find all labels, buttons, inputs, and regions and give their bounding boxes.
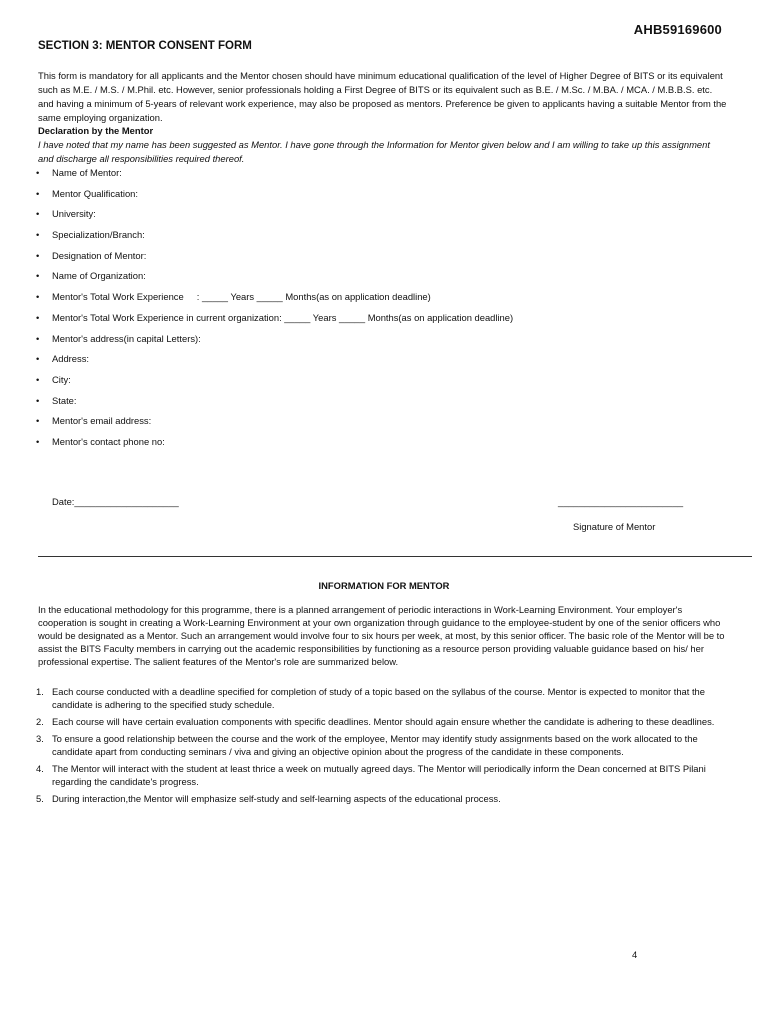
section-divider [38, 556, 752, 557]
item-number: 4. [36, 763, 44, 774]
signature-line: ________________________ [558, 496, 684, 507]
field-label: Specialization/Branch: [52, 229, 145, 241]
item-text: To ensure a good relationship between the course and the work of the employee, Mentor may identify study assignments based on the work allocated to the candidate apart from conducting seminars / viva and giving an objective opinion about the progress of the candidate in these components. [52, 733, 698, 757]
section-title: SECTION 3: MENTOR CONSENT FORM [38, 40, 252, 52]
field-organization [36, 269, 513, 290]
field-total-experience [36, 290, 513, 311]
field-label: Designation of Mentor: [52, 249, 147, 261]
declaration-text: I have noted that my name has been suggested as Mentor. I have gone through the Information for Mentor given below and I am willing to take up this assignment and discharge all responsibilities required thereof. [38, 139, 710, 164]
bullet: • [36, 249, 40, 261]
bullet: • [36, 270, 40, 282]
info-paragraph: In the educational methodology for this programme, there is a planned arrangement of periodic interactions in Work-Learning Environment. Your employer's cooperation is sought in creating a Work-Learning Environment at your own organization through guidance to the employee-student by one of the senior officers who would be designated as a Mentor. Such an arrangement would involve four to six hours per week, at most, by this senior officer. The basic role of the Mentor will be to assist the BITS Faculty members in carrying out the academic responsibilities by functioning as a resource person providing valuable guidance based on his/ her professional expertise. The salient features of the Mentor's role are summarized below. [38, 604, 725, 667]
bullet: • [36, 415, 40, 427]
bullet: • [36, 291, 40, 303]
field-label: Mentor's Total Work Experience in current organization: _____ Years _____ Months(as on application deadline) [52, 311, 514, 323]
field-email [36, 414, 513, 435]
bullet: • [36, 394, 40, 406]
bullet: • [36, 373, 40, 385]
item-number: 5. [36, 793, 44, 804]
field-mentor-qualification [36, 187, 513, 208]
field-label: City: [52, 373, 71, 385]
declaration-heading: Declaration by the Mentor [38, 125, 154, 136]
item-text: The Mentor will interact with the student at least thrice a week on mutually agreed days. The Mentor will periodically inform the Dean concerned at BITS Pilani regarding the candidate's progress. [52, 763, 706, 787]
field-label: Mentor's address(in capital Letters): [52, 332, 201, 344]
field-specialization [36, 228, 513, 249]
date-field: Date:____________________ [52, 496, 179, 507]
field-label: Name of Organization: [52, 270, 146, 282]
field-label: Mentor's contact phone no: [52, 435, 165, 447]
bullet: • [36, 353, 40, 365]
bullet: • [36, 167, 40, 178]
field-name-of-mentor [36, 166, 513, 187]
info-title: INFORMATION FOR MENTOR [318, 580, 450, 591]
list-item [36, 762, 736, 788]
field-address [36, 352, 513, 373]
field-state [36, 394, 513, 415]
field-label: University: [52, 208, 96, 220]
item-text: Each course conducted with a deadline specified for completion of study of a topic based on the syllabus of the course. Mentor is expected to monitor that the candidate is adhering to the specified study schedule. [52, 686, 705, 710]
field-label: Address: [52, 353, 89, 365]
list-item [36, 715, 736, 728]
page-number: 4 [632, 949, 638, 960]
field-current-org-experience [36, 311, 513, 332]
field-label: Mentor's Total Work Experience : _____ Years _____ Months(as on application deadline) [52, 291, 431, 303]
field-label: Mentor Qualification: [52, 187, 138, 199]
list-item [36, 732, 736, 758]
field-label: Mentor's email address: [52, 415, 152, 427]
field-label: Name of Mentor: [52, 167, 122, 178]
field-designation [36, 249, 513, 270]
bullet: • [36, 435, 40, 447]
document-id: AHB59169600 [633, 22, 722, 37]
bullet: • [36, 229, 40, 241]
bullet: • [36, 311, 40, 323]
field-phone [36, 435, 513, 456]
bullet: • [36, 187, 40, 199]
field-label: State: [52, 394, 77, 406]
field-city [36, 373, 513, 394]
intro-paragraph: This form is mandatory for all applicants and the Mentor chosen should have minimum educational qualification of the level of Higher Degree of BITS or its equivalent such as M.E. / M.S. / M.Phil. etc. However, senior professionals holding a First Degree of BITS or its equivalent such as B.E. / M.Sc. / M.BA. / MCA. / M.B.B.S. etc. and having a minimum of 5-years of relevant work experience, may also be proposed as mentors. Preference be given to applicants having a suitable Mentor from the same employing organization. [38, 70, 727, 123]
bullet: • [36, 332, 40, 344]
field-mentor-address-caps [36, 332, 513, 353]
item-number: 2. [36, 716, 44, 727]
item-number: 3. [36, 733, 44, 744]
field-university [36, 207, 513, 228]
item-text: Each course will have certain evaluation components with specific deadlines. Mentor should again ensure whether the candidate is adhering to these deadlines. [52, 716, 715, 727]
mentor-details-list [36, 166, 513, 456]
list-item [36, 792, 736, 805]
bullet: • [36, 208, 40, 220]
list-item [36, 685, 736, 711]
mentor-role-list [36, 685, 736, 809]
item-number: 1. [36, 686, 44, 697]
signature-label: Signature of Mentor [573, 521, 656, 532]
item-text: During interaction,the Mentor will emphasize self-study and self-learning aspects of the educational process. [52, 793, 501, 804]
